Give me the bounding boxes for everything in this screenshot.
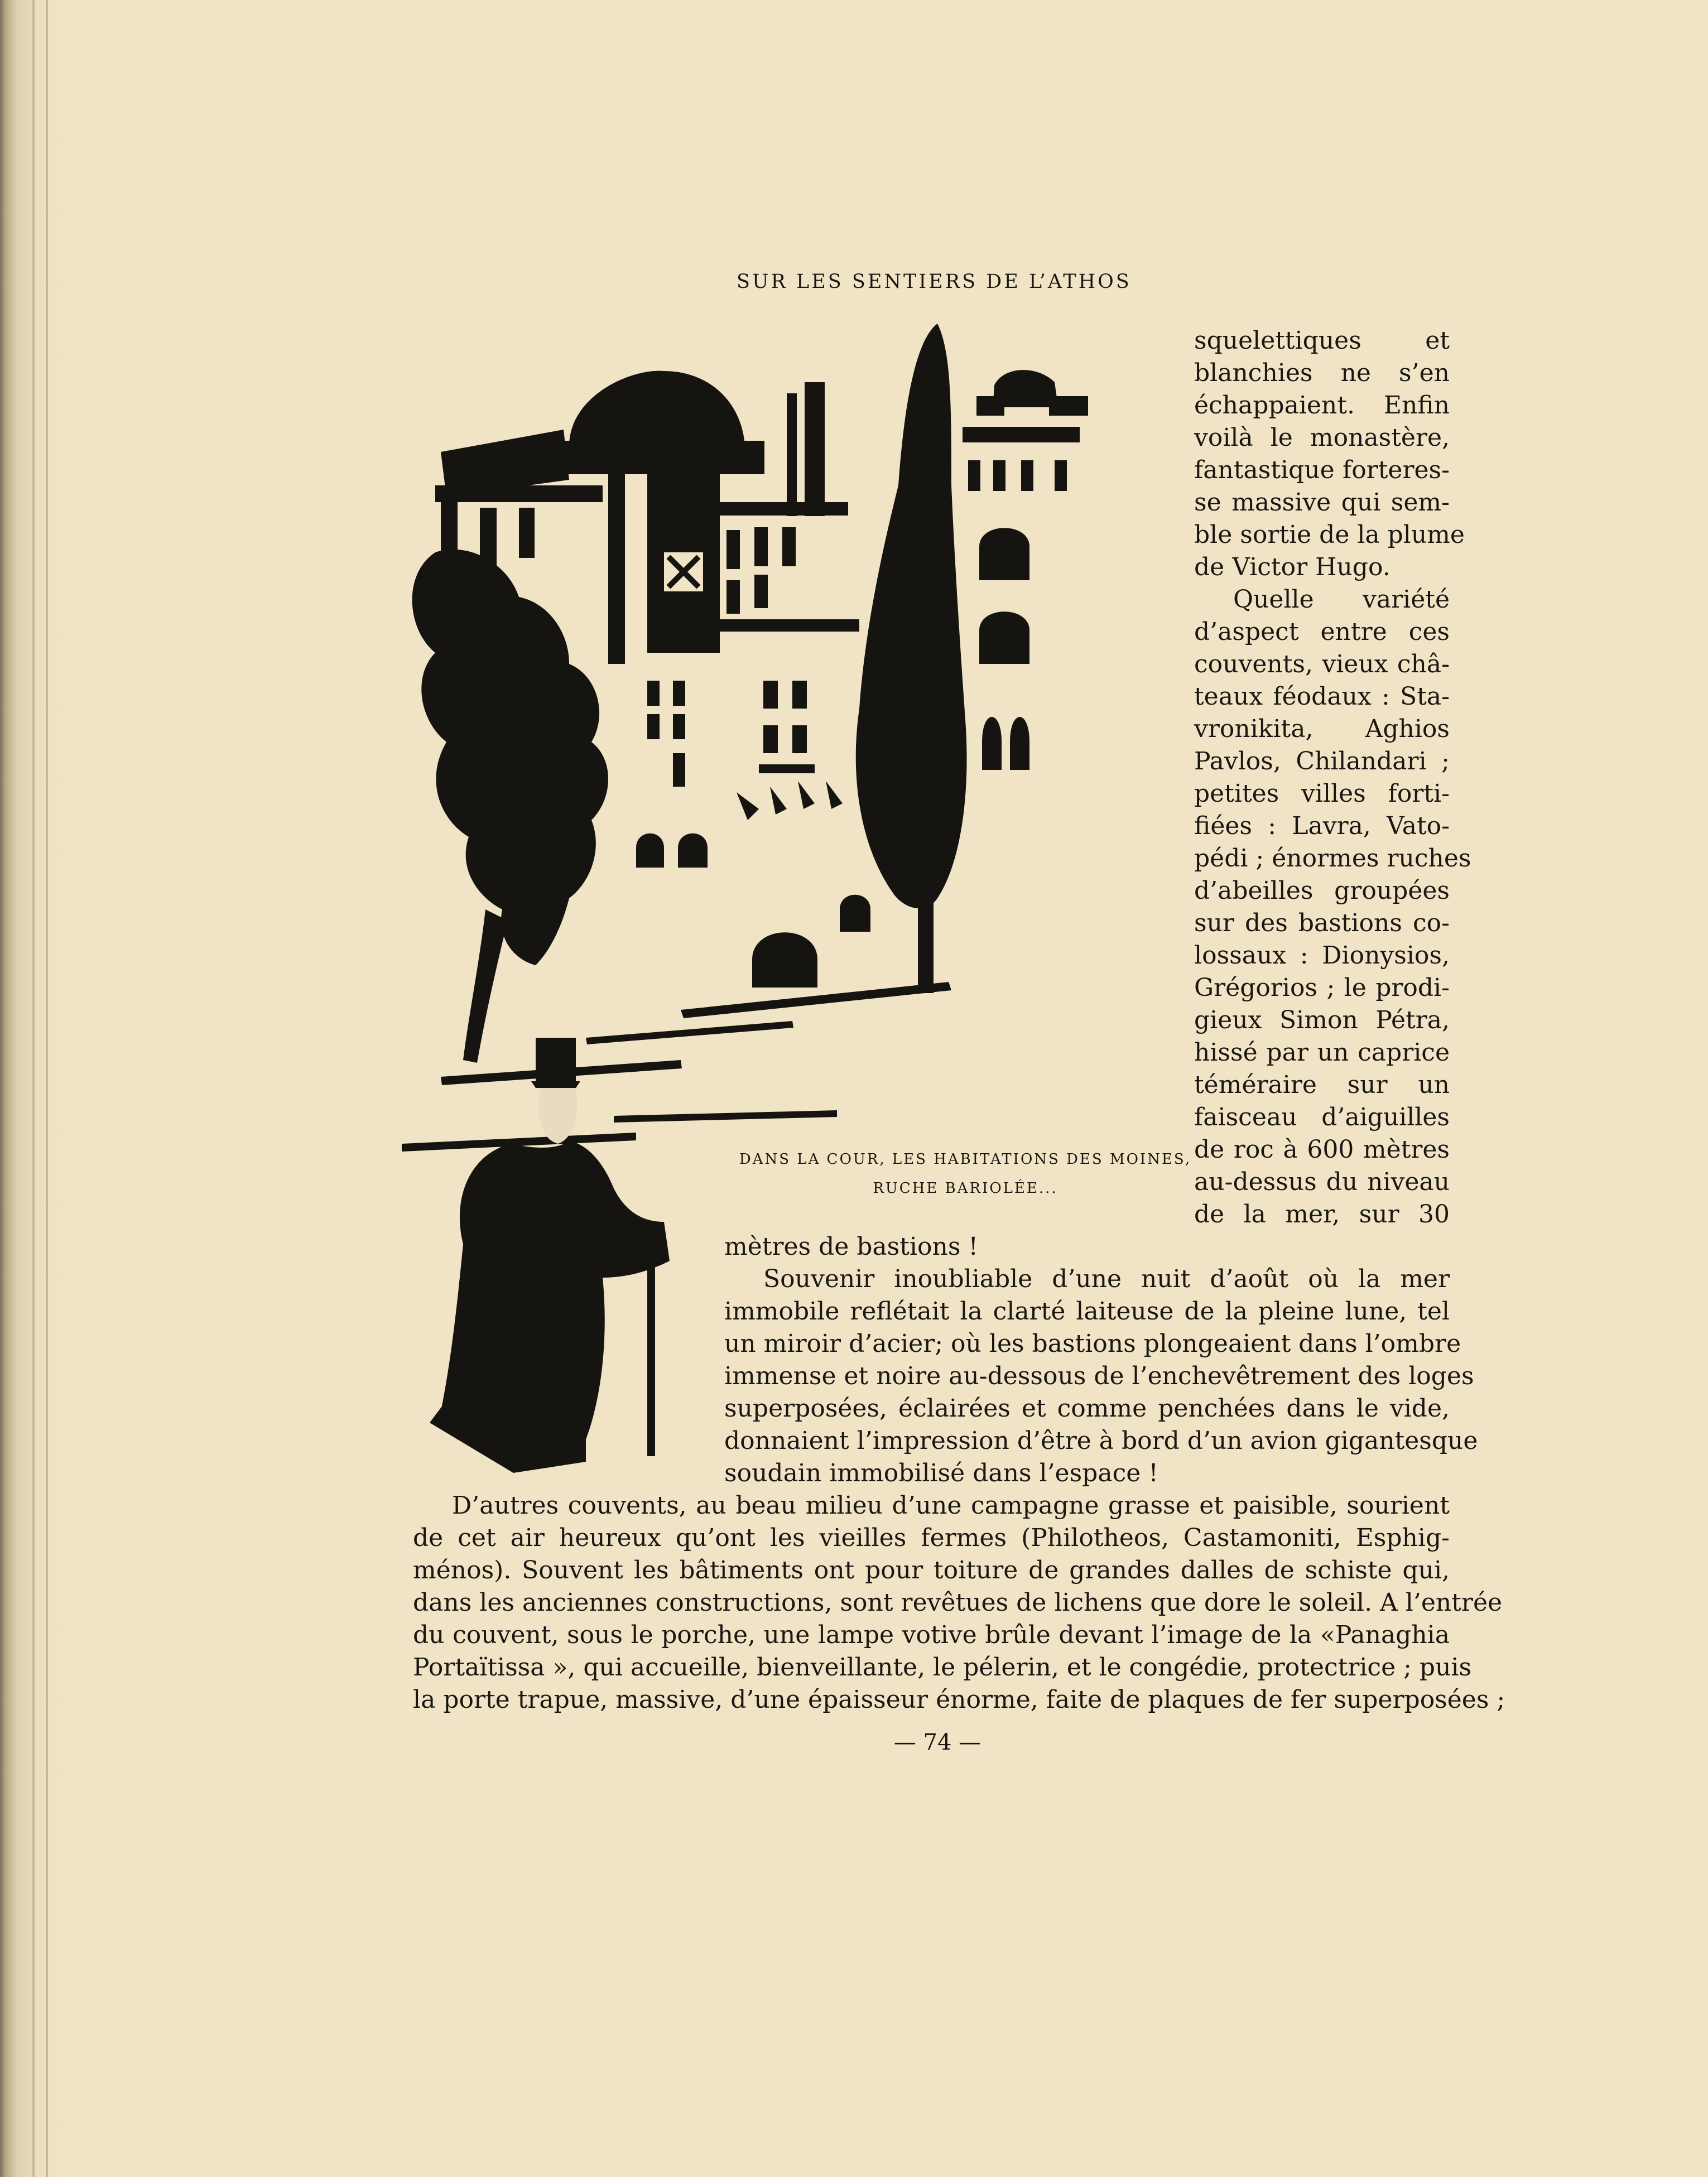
text-line: donnaient l’impression d’être à bord d’un avion gigantesque xyxy=(724,1427,1478,1455)
text-line: Pavlos, Chilandari ; xyxy=(1194,747,1450,776)
text-line: du couvent, sous le porche, une lampe votive brûle devant l’image de la «Panaghia xyxy=(413,1621,1450,1649)
text-line: pédi ; énormes ruches xyxy=(1194,844,1471,873)
text-line: soudain immobilisé dans l’espace ! xyxy=(724,1459,1158,1487)
text-line: petites villes forti- xyxy=(1194,779,1450,808)
text-line: d’aspect entre ces xyxy=(1194,618,1450,646)
middle-column-text xyxy=(724,1231,1478,1490)
text-line: Souvenir inoubliable d’une nuit d’août où la mer xyxy=(763,1265,1450,1293)
text-line: de Victor Hugo. xyxy=(1194,553,1391,581)
page-edge-line xyxy=(32,0,35,2177)
text-line: immense et noire au-dessous de l’enchevêtrement des loges xyxy=(724,1362,1474,1390)
text-line: superposées, éclairées et comme penchées dans le vide, xyxy=(724,1394,1450,1423)
text-line: d’abeilles groupées xyxy=(1194,876,1450,905)
text-line: faisceau d’aiguilles xyxy=(1194,1103,1450,1131)
text-line: voilà le monastère, xyxy=(1194,423,1450,452)
running-head: SUR LES SENTIERS DE L’ATHOS xyxy=(737,271,1132,293)
text-line: couvents, vieux châ- xyxy=(1194,650,1450,678)
text-line: Portaïtissa », qui accueille, bienveillante, le pélerin, et le congédie, protectrice ; puis xyxy=(413,1653,1472,1682)
text-line: fiées : Lavra, Vato- xyxy=(1194,812,1450,840)
right-column-text xyxy=(1194,325,1471,1231)
text-line: blanchies ne s’en xyxy=(1194,359,1450,387)
text-line: vronikita, Aghios xyxy=(1194,715,1450,743)
cypress-tree xyxy=(856,324,967,993)
text-line: Grégorios ; le prodi- xyxy=(1194,974,1450,1002)
text-line: gieux Simon Pétra, xyxy=(1194,1006,1450,1034)
text-line: squelettiques et xyxy=(1194,326,1450,355)
monk-figure xyxy=(430,1038,670,1473)
text-line: téméraire sur un xyxy=(1194,1071,1450,1099)
page-number: — 74 — xyxy=(893,1730,982,1755)
text-line: hissé par un caprice xyxy=(1194,1038,1450,1067)
page-edge-line xyxy=(46,0,48,2177)
text-line: sur des bastions co- xyxy=(1194,909,1450,937)
text-line: échappaient. Enfin xyxy=(1194,391,1450,420)
text-line: Quelle variété xyxy=(1233,585,1450,614)
figure-caption xyxy=(720,1145,1211,1203)
text-line: immobile reflétait la clarté laiteuse de la pleine lune, tel xyxy=(724,1297,1450,1326)
caption-line: DANS LA COUR, LES HABITATIONS DES MOINES, xyxy=(739,1151,1192,1168)
text-line: dans les anciennes constructions, sont revêtues de lichens que dore le soleil. A l’entrée xyxy=(413,1588,1503,1617)
text-line: ménos). Souvent les bâtiments ont pour toiture de grandes dalles de schiste qui, xyxy=(413,1556,1450,1584)
text-line: ble sortie de la plume xyxy=(1194,521,1465,549)
full-width-paragraph xyxy=(413,1490,1505,1716)
text-line: D’autres couvents, au beau milieu d’une campagne grasse et paisible, sourient xyxy=(452,1491,1450,1520)
text-line: mètres de bastions ! xyxy=(724,1232,979,1261)
text-line: teaux féodaux : Sta- xyxy=(1194,682,1450,711)
text-line: se massive qui sem- xyxy=(1194,488,1450,517)
text-line: un miroir d’acier; où les bastions plongeaient dans l’ombre xyxy=(724,1330,1461,1358)
text-line: de la mer, sur 30 xyxy=(1194,1200,1450,1229)
text-line: de roc à 600 mètres xyxy=(1194,1135,1450,1164)
text-line: de cet air heureux qu’ont les vieilles fermes (Philotheos, Castamoniti, Esphig- xyxy=(413,1524,1450,1552)
text-line: lossaux : Dionysios, xyxy=(1194,941,1450,970)
text-line: fantastique forteres- xyxy=(1194,456,1450,484)
caption-line: RUCHE BARIOLÉE... xyxy=(873,1180,1058,1197)
tree-left xyxy=(412,550,608,1063)
text-line: la porte trapue, massive, d’une épaisseur énorme, faite de plaques de fer superposées ; xyxy=(413,1685,1505,1714)
text-line: au-dessus du niveau xyxy=(1194,1168,1450,1196)
